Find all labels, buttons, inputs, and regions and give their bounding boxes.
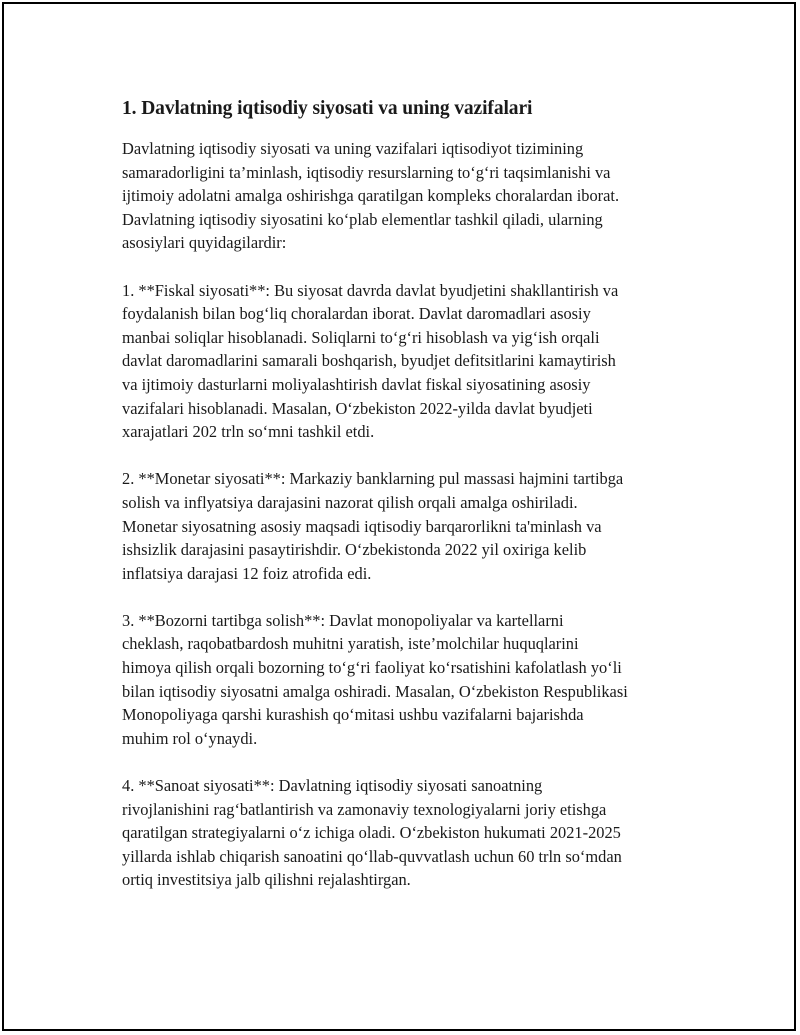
monetary-policy-paragraph: 2. **Monetar siyosati**: Markaziy banklarning pul massasi hajmini tartibga solish va inflyatsiya darajasini nazorat qilish orqali amalga oshiriladi. Monetar siyosatning asosiy maqsadi iqtisodiy barqarorlikni ta'minlash va ishsizlik darajasini pasaytirishdir. O‘zbekistonda 2022 yil oxiriga kelib inflatsiya darajasi 12 foiz atrofida edi. bbox=[122, 469, 624, 583]
document-body bbox=[122, 96, 692, 916]
market-regulation-paragraph: 3. **Bozorni tartibga solish**: Davlat monopoliyalar va kartellarni cheklash, raqobatbardosh muhitni yaratish, iste’molchilar huquqlarini himoya qilish orqali bozorning to‘g‘ri faoliyat ko‘rsatishini kafolatlash yo‘li bilan iqtisodiy siyosatni amalga oshiradi. Masalan, O‘zbekiston Respublikasi Monopoliyaga qarshi kurashish qo‘mitasi ushbu vazifalarni bajarishda muhim rol o‘ynaydi. bbox=[122, 610, 628, 748]
page-frame bbox=[2, 2, 796, 1031]
fiscal-policy-paragraph: 1. **Fiskal siyosati**: Bu siyosat davrda davlat byudjetini shakllantirish va foydalanish bilan bog‘liq choralardan iborat. Davlat daromadlari asosiy manbai soliqlar hisoblanadi. Soliqlarni to‘g‘ri hisoblash va yig‘ish orqali davlat daromadlarini samarali boshqarish, byudjet defitsitlarini kamaytirish va ijtimoiy dasturlarni moliyalashtirish davlat fiskal siyosatining asosiy vazifalari hisoblanadi. Masalan, O‘zbekiston 2022-yilda davlat byudjeti xarajatlari 202 trln so‘mni tashkil etdi. bbox=[122, 280, 619, 442]
industrial-policy-paragraph: 4. **Sanoat siyosati**: Davlatning iqtisodiy siyosati sanoatning rivojlanishini rag‘batlantirish va zamonaviy texnologiyalarni joriy etishga qaratilgan strategiyalarni o‘z ichiga oladi. O‘zbekiston hukumati 2021-2025 yillarda ishlab chiqarish sanoatini qo‘llab-quvvatlash uchun 60 trln so‘mdan ortiq investitsiya jalb qilishni rejalashtirgan. bbox=[122, 776, 622, 890]
intro-paragraph: Davlatning iqtisodiy siyosati va uning vazifalari iqtisodiyot tizimining samaradorligini ta’minlash, iqtisodiy resurslarning to‘g‘ri taqsimlanishi va ijtimoiy adolatni amalga oshirishga qaratilgan kompleks choralardan iborat. Davlatning iqtisodiy siyosatini ko‘plab elementlar tashkil qiladi, ularning asosiylari quyidagilardir: bbox=[122, 139, 620, 253]
section-heading: 1. Davlatning iqtisodiy siyosati va uning vazifalari bbox=[122, 98, 533, 119]
